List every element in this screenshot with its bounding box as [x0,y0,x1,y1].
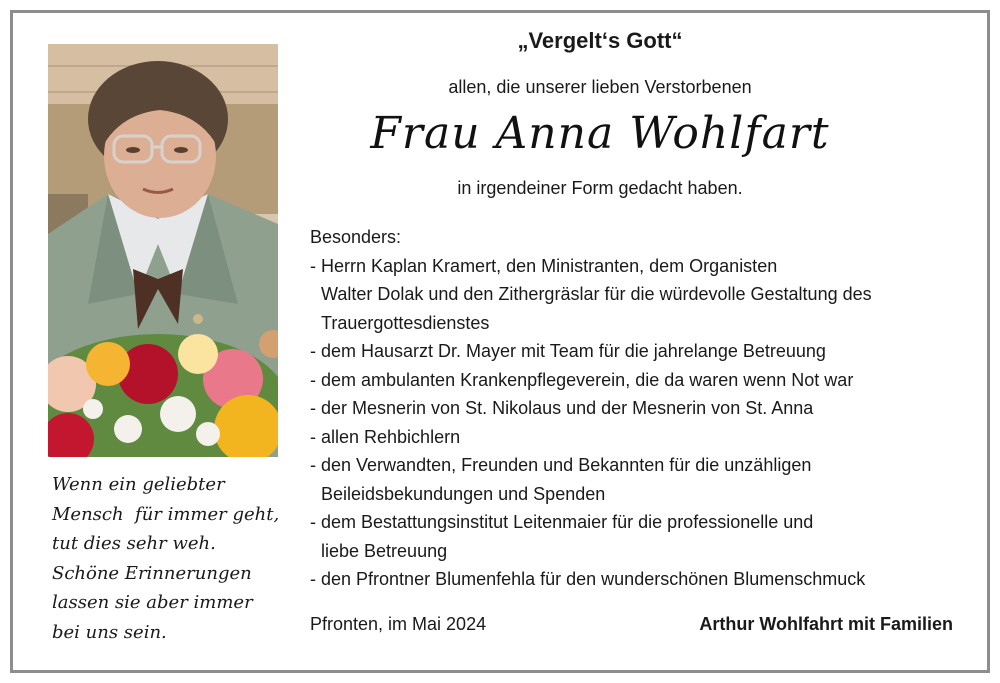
place-date: Pfronten, im Mai 2024 [310,614,487,634]
list-item: - dem Bestattungsinstitut Leitenmaier für die professionelle und [310,512,814,532]
list-item: - dem ambulanten Krankenpflegeverein, die da waren wenn Not war [310,369,854,390]
portrait-photo [48,44,278,457]
thanks-list [310,223,970,594]
signature: Arthur Wohlfahrt mit Familien [699,614,953,634]
list-item: - der Mesnerin von St. Nikolaus und der Mesnerin von St. Anna [310,398,814,418]
list-item: - allen Rehbichlern [310,426,461,447]
intro-text: allen, die unserer lieben Verstorbenen [448,77,752,97]
list-item-continuation: liebe Betreuung [321,540,448,561]
deceased-name: Frau Anna Wohlfart [370,108,830,159]
poem-line: tut dies sehr weh. [52,533,216,554]
list-item: - den Pfrontner Blumenfehla für den wunderschönen Blumenschmuck [310,569,866,589]
list-item: - Herrn Kaplan Kramert, den Ministranten, dem Organisten [310,255,778,276]
list-item-continuation: Walter Dolak und den Zithergräslar für die würdevolle Gestaltung des [321,284,872,304]
memorial-poem [52,470,292,647]
list-item-continuation: Beileidsbekundungen und Spenden [321,483,606,504]
list-item: - dem Hausarzt Dr. Mayer mit Team für die jahrelange Betreuung [310,341,826,361]
outro-text: in irgendeiner Form gedacht haben. [457,178,743,198]
poem-line: lassen sie aber immer [52,592,253,613]
poem-line: bei uns sein. [52,621,167,643]
poem-line: Schöne Erinnerungen [52,562,252,584]
poem-line: Wenn ein geliebter [52,474,225,495]
list-item-continuation: Trauergottesdienstes [321,312,490,333]
heading-title: „Vergelt‘s Gott“ [517,28,683,53]
list-title: Besonders: [310,227,402,247]
poem-line: Mensch für immer geht, [52,503,280,525]
list-item: - den Verwandten, Freunden und Bekannten für die unzähligen [310,455,812,475]
